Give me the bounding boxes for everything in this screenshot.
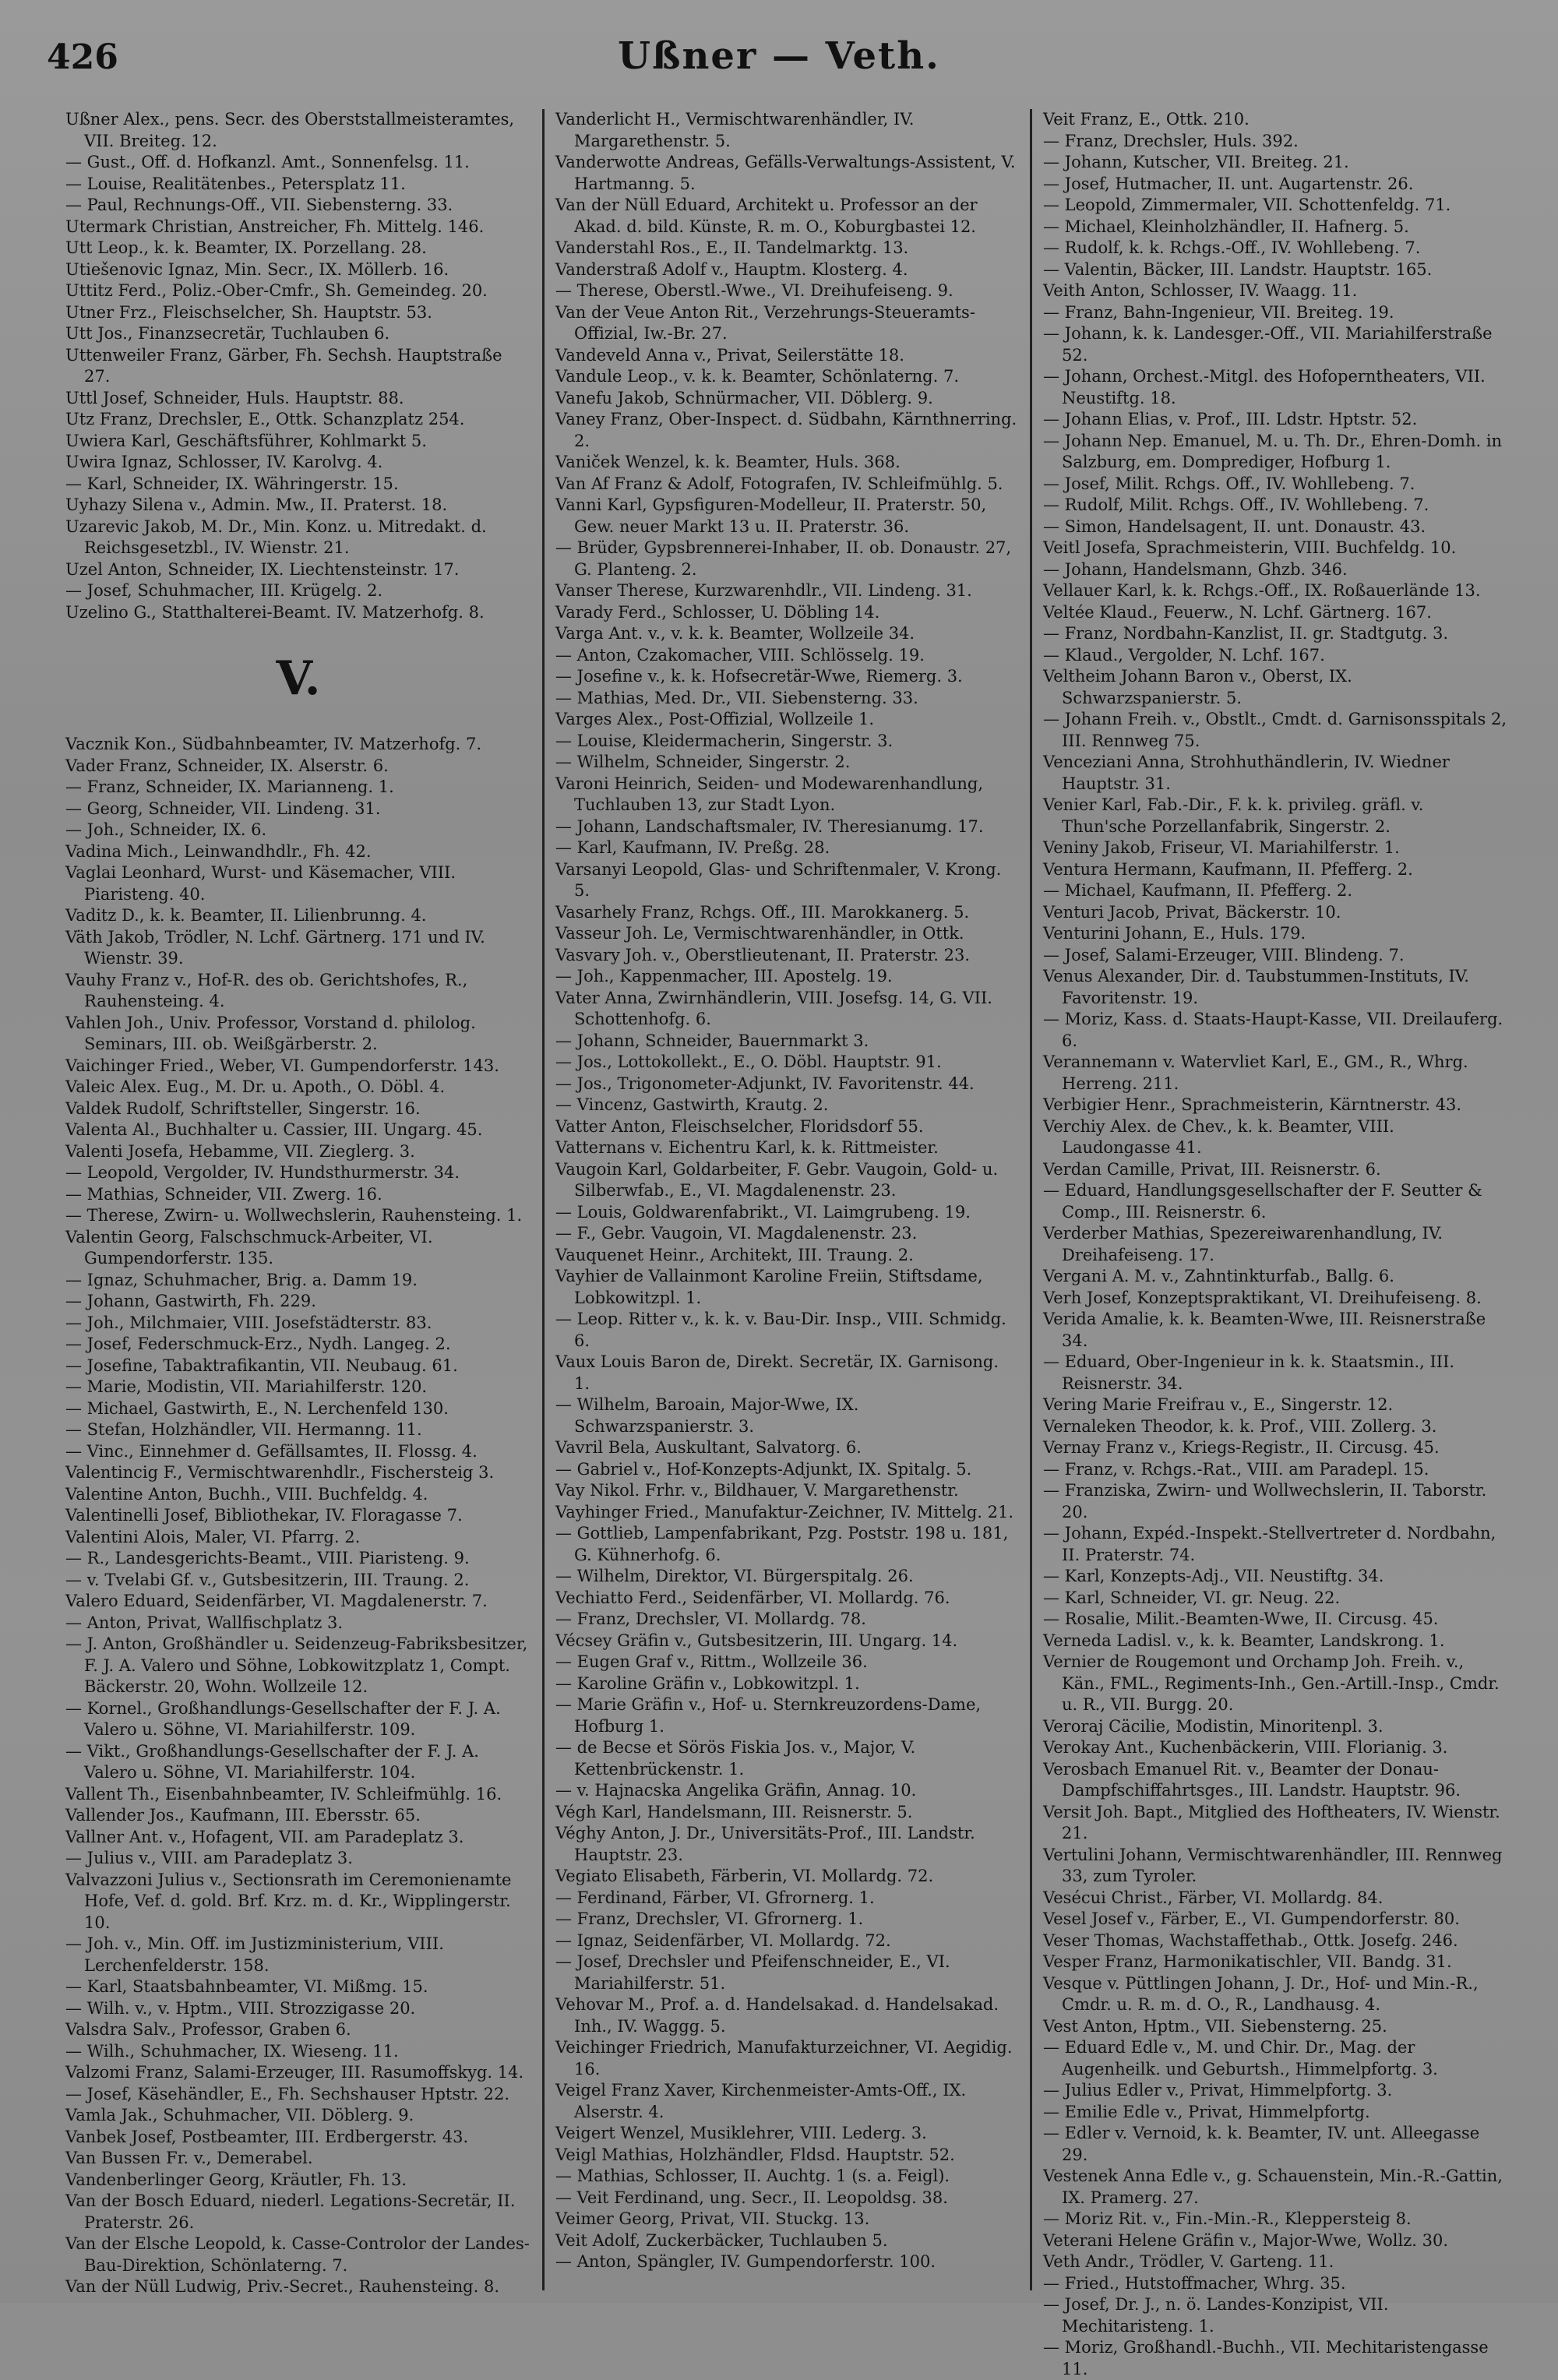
- directory-entry: — v. Hajnacska Angelika Gräfin, Annag. 10.: [555, 1781, 917, 1800]
- directory-entry: Valeic Alex. Eug., M. Dr. u. Apoth., O. Döbl. 4.: [65, 1077, 446, 1096]
- directory-entry: — Josefine v., k. k. Hofsecretär-Wwe, Riemerg. 3.: [555, 667, 963, 686]
- directory-entry: — Eugen Graf v., Rittm., Wollzeile 36.: [555, 1652, 868, 1671]
- directory-entry: Veit Adolf, Zuckerbäcker, Tuchlauben 5.: [555, 2230, 888, 2250]
- directory-entry: — Eduard, Ober-Ingenieur in k. k. Staatsmin., III. Reisnerstr. 34.: [1043, 1352, 1455, 1393]
- directory-entry: Veigl Mathias, Holzhändler, Fldsd. Hauptstr. 52.: [555, 2145, 955, 2164]
- directory-entry: — Wilhelm, Schneider, Singerstr. 2.: [555, 753, 851, 771]
- directory-entry: Ventura Hermann, Kaufmann, II. Pfefferg. 2.: [1043, 859, 1413, 879]
- directory-entry: — Stefan, Holzhändler, VII. Hermanng. 11.: [65, 1420, 422, 1439]
- directory-entry: Veth Andr., Trödler, V. Garteng. 11.: [1043, 2252, 1334, 2271]
- directory-entry: Vest Anton, Hptm., VII. Siebensterng. 25.: [1043, 2016, 1387, 2036]
- directory-entry: Van der Veue Anton Rit., Verzehrungs-Steueramts-Offizial, Iw.-Br. 27.: [555, 302, 975, 343]
- directory-entry: — Karoline Gräfin v., Lobkowitzpl. 1.: [555, 1673, 860, 1693]
- directory-entry: — Gottlieb, Lampenfabrikant, Pzg. Poststr. 198 u. 181, G. Kühnerhofg. 6.: [555, 1524, 1009, 1564]
- directory-entry: Vanbek Josef, Postbeamter, III. Erdbergerstr. 43.: [65, 2127, 469, 2146]
- directory-entry: Veltée Klaud., Feuerw., N. Lchf. Gärtnerg. 167.: [1043, 602, 1432, 622]
- directory-entry: — Joh., Kappenmacher, III. Apostelg. 19.: [555, 967, 893, 985]
- directory-entry: Vertulini Johann, Vermischtwarenhändler, III. Rennweg 33, zum Tyroler.: [1043, 1845, 1503, 1885]
- directory-entry: — Georg, Schneider, VII. Lindeng. 31.: [65, 799, 381, 818]
- directory-entry: Venus Alexander, Dir. d. Taubstummen-Instituts, IV. Favoritenstr. 19.: [1043, 967, 1469, 1007]
- directory-entry: — Karl, Kaufmann, IV. Preßg. 28.: [555, 838, 830, 857]
- directory-entry: Vernier de Rougemont und Orchamp Joh. Freih. v., Kän., FML., Regiments-Inh., Gen.-Artill.-Insp., Cmdr. u. R., VII. Burgg. 20.: [1043, 1652, 1500, 1714]
- directory-entry: — Franziska, Zwirn- und Wollwechslerin, II. Taborstr. 20.: [1043, 1481, 1487, 1521]
- directory-entry: Veimer Georg, Privat, VII. Stuckg. 13.: [555, 2209, 870, 2228]
- directory-entry: Vergani A. M. v., Zahntinkturfab., Ballg. 6.: [1043, 1267, 1394, 1285]
- directory-entry: — Eduard Edle v., M. und Chir. Dr., Mag. der Augenheilk. und Geburtsh., Himmelpfortg. 3.: [1043, 2038, 1438, 2079]
- directory-entry: Verannemann v. Watervliet Karl, E., GM., R., Whrg. Herreng. 211.: [1043, 1052, 1468, 1093]
- directory-entry: Van Bussen Fr. v., Demerabel.: [65, 2149, 313, 2167]
- directory-entry: — Franz, Nordbahn-Kanzlist, II. gr. Stadtgutg. 3.: [1043, 624, 1449, 643]
- directory-entry: Veterani Helene Gräfin v., Major-Wwe, Wollz. 30.: [1043, 2230, 1449, 2250]
- directory-entry: Venturi Jacob, Privat, Bäckerstr. 10.: [1043, 902, 1341, 922]
- directory-entry: Uwiera Karl, Geschäftsführer, Kohlmarkt 5.: [65, 431, 427, 450]
- page-number: 426: [47, 37, 118, 77]
- directory-entry: — Johann, Orchest.-Mitgl. des Hofoperntheaters, VII. Neustiftg. 18.: [1043, 367, 1486, 407]
- directory-entry: Vater Anna, Zwirnhändlerin, VIII. Josefsg. 14, G. VII. Schottenhofg. 6.: [555, 988, 992, 1028]
- directory-entry: Veltheim Johann Baron v., Oberst, IX. Schwarzspanierstr. 5.: [1043, 667, 1352, 707]
- directory-entry: Vandule Leop., v. k. k. Beamter, Schönlaterng. 7.: [555, 367, 960, 386]
- directory-entry: Vahlen Joh., Univ. Professor, Vorstand d. philolog. Seminars, III. ob. Weißgärberstr. 2.: [65, 1013, 476, 1053]
- directory-entry: Vallner Ant. v., Hofagent, VII. am Paradeplatz 3.: [65, 1827, 464, 1846]
- directory-entry: — Vinc., Einnehmer d. Gefällsamtes, II. Flossg. 4.: [65, 1441, 478, 1461]
- directory-entry: Varoni Heinrich, Seiden- und Modewarenhandlung, Tuchlauben 13, zur Stadt Lyon.: [555, 774, 983, 814]
- directory-entry: — Franz, v. Rchgs.-Rat., VIII. am Paradepl. 15.: [1043, 1459, 1429, 1479]
- directory-entry: — Josef, Käsehändler, E., Fh. Sechshauser Hptstr. 22.: [65, 2084, 510, 2103]
- directory-entry: — Michael, Gastwirth, E., N. Lerchenfeld 130.: [65, 1398, 449, 1418]
- directory-entry: — Kornel., Großhandlungs-Gesellschafter der F. J. A. Valero u. Söhne, VI. Mariahilferstr. 109.: [65, 1698, 501, 1739]
- directory-entry: Vasseur Joh. Le, Vermischtwarenhändler, in Ottk.: [555, 924, 964, 943]
- directory-entry: Vanderstraß Adolf v., Hauptm. Klosterg. 4.: [555, 259, 908, 279]
- directory-entry: Valentin Georg, Falschschmuck-Arbeiter, VI. Gumpendorferstr. 135.: [65, 1227, 433, 1268]
- directory-entry: — Leop. Ritter v., k. k. v. Bau-Dir. Insp., VIII. Schmidg. 6.: [555, 1310, 1006, 1350]
- directory-entry: Vanefu Jakob, Schnürmacher, VII. Döblerg. 9.: [555, 388, 933, 407]
- directory-entry: Van der Bosch Eduard, niederl. Legations-Secretär, II. Praterstr. 26.: [65, 2191, 516, 2232]
- directory-entry: — Johann Nep. Emanuel, M. u. Th. Dr., Ehren-Domh. in Salzburg, em. Domprediger, Hofburg 1.: [1043, 431, 1503, 471]
- directory-entry: Vallender Jos., Kaufmann, III. Ebersstr. 65.: [65, 1806, 421, 1825]
- directory-entry: — Wilh., Schuhmacher, IX. Wieseng. 11.: [65, 2041, 399, 2061]
- directory-entry: — Jos., Trigonometer-Adjunkt, IV. Favoritenstr. 44.: [555, 1074, 975, 1093]
- directory-entry: — Therese, Oberstl.-Wwe., VI. Dreihufeiseng. 9.: [555, 281, 953, 300]
- directory-entry: Vaditz D., k. k. Beamter, II. Lilienbrunng. 4.: [65, 906, 427, 925]
- directory-entry: Vernay Franz v., Kriegs-Registr., II. Circusg. 45.: [1043, 1438, 1440, 1457]
- directory-entry: Vallent Th., Eisenbahnbeamter, IV. Schleifmühlg. 16.: [65, 1784, 502, 1804]
- directory-entry: — Josef, Milit. Rchgs. Off., IV. Wohllebeng. 7.: [1043, 474, 1415, 493]
- directory-entry: — Marie Gräfin v., Hof- u. Sternkreuzordens-Dame, Hofburg 1.: [555, 1695, 982, 1736]
- directory-entry: Vegiato Elisabeth, Färberin, VI. Mollardg. 72.: [555, 1867, 934, 1885]
- directory-entry: Uzel Anton, Schneider, IX. Liechtensteinstr. 17.: [65, 559, 460, 579]
- directory-entry: Vavril Bela, Auskultant, Salvatorg. 6.: [555, 1438, 862, 1457]
- directory-entry: Vanser Therese, Kurzwarenhdlr., VII. Lindeng. 31.: [555, 581, 972, 600]
- directory-entry: Vayhinger Fried., Manufaktur-Zeichner, IV. Mittelg. 21.: [555, 1502, 1014, 1521]
- directory-entry: Valenta Al., Buchhalter u. Cassier, III. Ungarg. 45.: [65, 1120, 483, 1139]
- directory-entry: — Klaud., Vergolder, N. Lchf. 167.: [1043, 645, 1325, 665]
- directory-entry: — Josef, Salami-Erzeuger, VIII. Blindeng. 7.: [1043, 945, 1405, 964]
- directory-entry: Vatternans v. Eichentru Karl, k. k. Rittmeister.: [555, 1138, 939, 1157]
- directory-entry: — de Becse et Sörös Fiskia Jos. v., Major, V. Kettenbrückenstr. 1.: [555, 1738, 916, 1779]
- directory-entry: Veser Thomas, Wachstaffethab., Ottk. Josefg. 246.: [1043, 1930, 1458, 1950]
- directory-entry: Varady Ferd., Schlosser, U. Döbling 14.: [555, 602, 880, 622]
- directory-entry: Valentine Anton, Buchh., VIII. Buchfeldg. 4.: [65, 1484, 428, 1504]
- directory-entry: — Louise, Realitätenbes., Petersplatz 11.: [65, 174, 406, 193]
- directory-entry: Vasvary Joh. v., Oberstlieutenant, II. Praterstr. 23.: [555, 945, 971, 964]
- directory-entry: — Michael, Kleinholzhändler, II. Hafnerg. 5.: [1043, 217, 1409, 236]
- directory-entry: — Gust., Off. d. Hofkanzl. Amt., Sonnenfelsg. 11.: [65, 153, 470, 171]
- directory-entry: Vatter Anton, Fleischselcher, Floridsdorf 55.: [555, 1116, 924, 1136]
- directory-entry: — J. Anton, Großhändler u. Seidenzeug-Fabriksbesitzer, F. J. A. Valero und Söhne, Lobkowitzplatz 1, Compt. Bäckerstr. 20, Wohn. Wollzeile 12.: [65, 1634, 528, 1696]
- directory-entry: Vanderstahl Ros., E., II. Tandelmarktg. 13.: [555, 238, 909, 257]
- directory-entry: Varga Ant. v., v. k. k. Beamter, Wollzeile 34.: [555, 624, 915, 643]
- directory-entry: — Moriz, Großhandl.-Buchh., VII. Mechitaristengasse 11.: [1043, 2338, 1489, 2378]
- directory-entry: Utt Leop., k. k. Beamter, IX. Porzellang. 28.: [65, 238, 427, 257]
- directory-entry: — Eduard, Handlungsgesellschafter der F. Seutter & Comp., III. Reisnerstr. 6.: [1043, 1181, 1482, 1222]
- directory-entry: — Johann, Schneider, Bauernmarkt 3.: [555, 1031, 869, 1050]
- directory-entry: Vaugoin Karl, Goldarbeiter, F. Gebr. Vaugoin, Gold- u. Silberwfab., E., VI. Magdalenenstr. 23.: [555, 1159, 999, 1200]
- directory-entry: Vanni Karl, Gypsfiguren-Modelleur, II. Praterstr. 50, Gew. neuer Markt 13 u. II. Praterstr. 36.: [555, 495, 987, 536]
- directory-entry: Valsdra Salv., Professor, Graben 6.: [65, 2020, 351, 2039]
- directory-entry: — Karl, Schneider, IX. Währingerstr. 15.: [65, 474, 399, 493]
- directory-entry: Verneda Ladisl. v., k. k. Beamter, Landskrong. 1.: [1043, 1631, 1445, 1650]
- directory-entry: — Johann, Kutscher, VII. Breiteg. 21.: [1043, 153, 1349, 171]
- directory-entry: Veit Franz, E., Ottk. 210.: [1043, 110, 1250, 129]
- directory-entry: Verbigier Henr., Sprachmeisterin, Kärntnerstr. 43.: [1043, 1095, 1462, 1114]
- directory-entry: Verchiy Alex. de Chev., k. k. Beamter, VIII. Laudongasse 41.: [1043, 1116, 1394, 1157]
- section-letter: V.: [276, 651, 321, 706]
- directory-entry: — Karl, Konzepts-Adj., VII. Neustiftg. 34.: [1043, 1567, 1384, 1585]
- column-middle: [542, 109, 1030, 2290]
- directory-entry: — Moriz, Kass. d. Staats-Haupt-Kasse, VII. Dreilauferg. 6.: [1043, 1010, 1503, 1050]
- column-right: [1030, 109, 1517, 2378]
- directory-entry: — Ignaz, Seidenfärber, VI. Mollardg. 72.: [555, 1930, 891, 1950]
- directory-entry: — Josef, Hutmacher, II. unt. Augartenstr. 26.: [1043, 174, 1414, 193]
- directory-entry: Vadina Mich., Leinwandhdlr., Fh. 42.: [65, 841, 372, 861]
- directory-entry: Vandenberlinger Georg, Kräutler, Fh. 13.: [65, 2170, 407, 2189]
- directory-entry: — Franz, Schneider, IX. Marianneng. 1.: [65, 777, 394, 796]
- directory-entry: Vacznik Kon., Südbahnbeamter, IV. Matzerhofg. 7.: [65, 735, 482, 753]
- directory-entry: Valero Eduard, Seidenfärber, VI. Magdalenerstr. 7.: [65, 1592, 488, 1610]
- directory-entry: Veith Anton, Schlosser, IV. Waagg. 11.: [1043, 281, 1358, 300]
- directory-entry: — Paul, Rechnungs-Off., VII. Siebensterng. 33.: [65, 196, 453, 214]
- directory-entry: — Joh. v., Min. Off. im Justizministerium, VIII. Lerchenfelderstr. 158.: [65, 1934, 444, 1975]
- directory-entry: Utner Frz., Fleischselcher, Sh. Hauptstr. 53.: [65, 302, 432, 322]
- directory-entry: — Fried., Hutstoffmacher, Whrg. 35.: [1043, 2273, 1346, 2293]
- directory-entry: — Wilhelm, Direktor, VI. Bürgerspitalg. 26.: [555, 1567, 914, 1585]
- directory-entry: — Johann Freih. v., Obstlt., Cmdt. d. Garnisonsspitals 2, III. Rennweg 75.: [1043, 710, 1507, 750]
- directory-entry: — Karl, Schneider, VI. gr. Neug. 22.: [1043, 1588, 1341, 1607]
- directory-entry: Van der Nüll Eduard, Architekt u. Professor an der Akad. d. bild. Künste, R. m. O., Koburgbastei 12.: [555, 196, 978, 236]
- directory-entry: — Franz, Bahn-Ingenieur, VII. Breiteg. 19.: [1043, 302, 1394, 322]
- directory-entry: Verokay Ant., Kuchenbäckerin, VIII. Florianig. 3.: [1043, 1738, 1448, 1757]
- directory-entry: Van Af Franz & Adolf, Fotografen, IV. Schleifmühlg. 5.: [555, 474, 1003, 493]
- page-header: [47, 23, 1511, 86]
- directory-entry: — Johann, Landschaftsmaler, IV. Theresianumg. 17.: [555, 816, 984, 836]
- directory-entry: — Julius v., VIII. am Paradeplatz 3.: [65, 1849, 353, 1867]
- directory-entry: Utermark Christian, Anstreicher, Fh. Mittelg. 146.: [65, 217, 485, 236]
- directory-entry: Vering Marie Freifrau v., E., Singerstr. 12.: [1043, 1395, 1394, 1414]
- directory-entry: Väth Jakob, Trödler, N. Lchf. Gärtnerg. 171 und IV. Wienstr. 39.: [65, 927, 485, 968]
- directory-entry: Valentincig F., Vermischtwarenhdlr., Fischersteig 3.: [65, 1463, 495, 1482]
- directory-entry: Venturini Johann, E., Huls. 179.: [1043, 924, 1306, 943]
- directory-entry: — Emilie Edle v., Privat, Himmelpfortg.: [1043, 2102, 1370, 2121]
- directory-entry: Vesécui Christ., Färber, VI. Mollardg. 84.: [1043, 1888, 1384, 1907]
- directory-entry: — Louise, Kleidermacherin, Singerstr. 3.: [555, 731, 894, 750]
- directory-entry: Véghy Anton, J. Dr., Universitäts-Prof., III. Landstr. Hauptstr. 23.: [555, 1824, 975, 1864]
- directory-entry: — Rudolf, Milit. Rchgs. Off., IV. Wohllebeng. 7.: [1043, 495, 1429, 514]
- directory-entry: — Edler v. Vernoid, k. k. Beamter, IV. unt. Alleegasse 29.: [1043, 2124, 1480, 2164]
- directory-entry: Varges Alex., Post-Offizial, Wollzeile 1.: [555, 710, 875, 728]
- directory-entry: Uzelino G., Statthalterei-Beamt. IV. Matzerhofg. 8.: [65, 602, 485, 622]
- directory-entry: — Mathias, Schneider, VII. Zwerg. 16.: [65, 1184, 382, 1204]
- directory-entry: — Anton, Czakomacher, VIII. Schlösselg. 19.: [555, 645, 925, 665]
- directory-entry: Utiešenovic Ignaz, Min. Secr., IX. Möllerb. 16.: [65, 259, 449, 279]
- directory-entry: — Vikt., Großhandlungs-Gesellschafter der F. J. A. Valero u. Söhne, VI. Mariahilferstr. 104.: [65, 1741, 479, 1782]
- directory-entry: — Anton, Spängler, IV. Gumpendorferstr. 100.: [555, 2252, 936, 2271]
- directory-entry: — Wilhelm, Baroain, Major-Wwe, IX. Schwarzspanierstr. 3.: [555, 1395, 859, 1436]
- directory-entry: Veroraj Cäcilie, Modistin, Minoritenpl. 3.: [1043, 1716, 1384, 1736]
- directory-entry: Van der Elsche Leopold, k. Casse-Controlor der Landes-Bau-Direktion, Schönlaterng. 7.: [65, 2234, 530, 2275]
- directory-entry: Uwira Ignaz, Schlosser, IV. Karolvg. 4.: [65, 453, 383, 471]
- directory-entry: Utz Franz, Drechsler, E., Ottk. Schanzplatz 254.: [65, 410, 465, 428]
- directory-entry: Venceziani Anna, Strohhuthändlerin, IV. Wiedner Hauptstr. 31.: [1043, 753, 1450, 793]
- directory-entry: Uyhazy Silena v., Admin. Mw., II. Praterst. 18.: [65, 495, 448, 514]
- directory-entry: Verderber Mathias, Spezereiwarenhandlung, IV. Dreihafeiseng. 17.: [1043, 1224, 1443, 1264]
- directory-entry: — Franz, Drechsler, VI. Mollardg. 78.: [555, 1610, 866, 1628]
- directory-entry: Veigel Franz Xaver, Kirchenmeister-Amts-Off., IX. Alserstr. 4.: [555, 2081, 967, 2121]
- directory-entry: — Josef, Schuhmacher, III. Krügelg. 2.: [65, 581, 383, 600]
- directory-entry: Vesper Franz, Harmonikatischler, VII. Bandg. 31.: [1043, 1952, 1452, 1971]
- directory-entry: — Karl, Staatsbahnbeamter, VI. Mißmg. 15.: [65, 1977, 428, 1996]
- directory-entry: Valenti Josefa, Hebamme, VII. Zieglerg. 3.: [65, 1141, 415, 1161]
- directory-entry: Veitl Josefa, Sprachmeisterin, VIII. Buchfeldg. 10.: [1043, 538, 1457, 557]
- directory-entry: Vanderlicht H., Vermischtwarenhändler, IV. Margarethenstr. 5.: [555, 110, 915, 150]
- directory-entry: Valdek Rudolf, Schriftsteller, Singerstr. 16.: [65, 1098, 421, 1118]
- directory-entry: Uttitz Ferd., Poliz.-Ober-Cmfr., Sh. Gemeindeg. 20.: [65, 281, 488, 300]
- directory-entry: — Julius Edler v., Privat, Himmelpfortg. 3.: [1043, 2081, 1393, 2100]
- directory-entry: — Johann, k. k. Landesger.-Off., VII. Mariahilferstraße 52.: [1043, 324, 1493, 365]
- directory-entry: Utt Jos., Finanzsecretär, Tuchlauben 6.: [65, 324, 390, 343]
- directory-entry: — Gabriel v., Hof-Konzepts-Adjunkt, IX. Spitalg. 5.: [555, 1459, 972, 1479]
- directory-entry: Vauhy Franz v., Hof-R. des ob. Gerichtshofes, R., Rauhensteing. 4.: [65, 970, 468, 1010]
- directory-entry: Ußner Alex., pens. Secr. des Oberststallmeisteramtes, VII. Breiteg. 12.: [65, 110, 515, 150]
- directory-entry: — Joh., Milchmaier, VIII. Josefstädterstr. 83.: [65, 1313, 432, 1332]
- directory-entry: Vandeveld Anna v., Privat, Seilerstätte 18.: [555, 345, 904, 365]
- directory-entry: Vader Franz, Schneider, IX. Alserstr. 6.: [65, 756, 389, 775]
- directory-entry: Vauquenet Heinr., Architekt, III. Traung. 2.: [555, 1245, 914, 1264]
- directory-entry: — Anton, Privat, Wallfischplatz 3.: [65, 1613, 344, 1632]
- directory-entry: Van der Nüll Ludwig, Priv.-Secret., Rauhensteing. 8.: [65, 2277, 500, 2296]
- directory-entry: Vayhier de Vallainmont Karoline Freiin, Stiftsdame, Lobkowitzpl. 1.: [555, 1267, 983, 1307]
- directory-entry: Valentini Alois, Maler, VI. Pfarrg. 2.: [65, 1527, 361, 1546]
- directory-entry: — Ignaz, Schuhmacher, Brig. a. Damm 19.: [65, 1270, 418, 1289]
- directory-columns: [55, 109, 1519, 2378]
- directory-entry: — Johann, Handelsmann, Ghzb. 346.: [1043, 559, 1348, 579]
- directory-entry: Vehovar M., Prof. a. d. Handelsakad. d. Handelsakad. Inh., IV. Waggg. 5.: [555, 1995, 999, 2036]
- directory-entry: Vestenek Anna Edle v., g. Schauenstein, Min.-R.-Gattin, IX. Pramerg. 27.: [1043, 2167, 1503, 2207]
- directory-entry: — Leopold, Vergolder, IV. Hundsthurmerstr. 34.: [65, 1163, 460, 1182]
- directory-entry: Vaglai Leonhard, Wurst- und Käsemacher, VIII. Piaristeng. 40.: [65, 863, 456, 904]
- directory-entry: Vaney Franz, Ober-Inspect. d. Südbahn, Kärnthnerring. 2.: [555, 410, 1017, 450]
- directory-entry: Vécsey Gräfin v., Gutsbesitzerin, III. Ungarg. 14.: [555, 1631, 958, 1650]
- directory-entry: Verh Josef, Konzeptspraktikant, VI. Dreihufeiseng. 8.: [1043, 1288, 1482, 1307]
- directory-entry: Valentinelli Josef, Bibliothekar, IV. Floragasse 7.: [65, 1506, 463, 1525]
- directory-entry: Veichinger Friedrich, Manufakturzeichner, VI. Aegidig. 16.: [555, 2038, 1013, 2079]
- directory-entry: Veigert Wenzel, Musiklehrer, VIII. Lederg. 3.: [555, 2124, 927, 2142]
- directory-entry: Vaniček Wenzel, k. k. Beamter, Huls. 368.: [555, 453, 901, 471]
- directory-entry: — Johann, Gastwirth, Fh. 229.: [65, 1292, 316, 1310]
- directory-entry: Vesque v. Püttlingen Johann, J. Dr., Hof- und Min.-R., Cmdr. u. R. m. d. O., R., Landhausg. 4.: [1043, 1973, 1479, 2014]
- directory-entry: — Rudolf, k. k. Rchgs.-Off., IV. Wohllebeng. 7.: [1043, 238, 1421, 257]
- directory-entry: Uttenweiler Franz, Gärber, Fh. Sechsh. Hauptstraße 27.: [65, 345, 502, 386]
- directory-entry: Valvazzoni Julius v., Sectionsrath im Ceremonienamte Hofe, Vef. d. gold. Brf. Krz. m. d. Kr., Wipplingerstr. 10.: [65, 1870, 512, 1932]
- directory-entry: Verida Amalie, k. k. Beamten-Wwe, III. Reisnerstraße 34.: [1043, 1310, 1486, 1350]
- directory-entry: Vay Nikol. Frhr. v., Bildhauer, V. Margarethenstr.: [555, 1481, 959, 1500]
- running-head: Ußner — Veth.: [618, 34, 940, 78]
- directory-entry: — Franz, Drechsler, Huls. 392.: [1043, 131, 1299, 150]
- directory-entry: Vechiatto Ferd., Seidenfärber, VI. Mollardg. 76.: [555, 1588, 950, 1607]
- directory-entry: Uzarevic Jakob, M. Dr., Min. Konz. u. Mitredakt. d. Reichsgesetzbl., IV. Wienstr. 21.: [65, 517, 487, 557]
- directory-entry: Vesel Josef v., Färber, E., VI. Gumpendorferstr. 80.: [1043, 1909, 1460, 1928]
- column-left: [55, 109, 542, 2296]
- directory-entry: — Josef, Drechsler und Pfeifenschneider, E., VI. Mariahilferstr. 51.: [555, 1952, 950, 1993]
- directory-entry: — Jos., Lottokollekt., E., O. Döbl. Hauptstr. 91.: [555, 1052, 942, 1071]
- directory-entry: — R., Landesgerichts-Beamt., VIII. Piaristeng. 9.: [65, 1549, 470, 1567]
- directory-entry: — Therese, Zwirn- u. Wollwechslerin, Rauhensteing. 1.: [65, 1206, 523, 1225]
- directory-entry: — Ferdinand, Färber, VI. Gfrornerg. 1.: [555, 1888, 875, 1907]
- directory-entry: — Veit Ferdinand, ung. Secr., II. Leopoldsg. 38.: [555, 2188, 948, 2207]
- directory-entry: — Franz, Drechsler, VI. Gfrornerg. 1.: [555, 1909, 864, 1928]
- directory-entry: — Rosalie, Milit.-Beamten-Wwe, II. Circusg. 45.: [1043, 1610, 1439, 1628]
- directory-entry: Versit Joh. Bapt., Mitglied des Hoftheaters, IV. Wienstr. 21.: [1043, 1802, 1500, 1842]
- directory-entry: — Johann Elias, v. Prof., III. Ldstr. Hptstr. 52.: [1043, 410, 1418, 428]
- directory-entry: Uttl Josef, Schneider, Huls. Hauptstr. 88.: [65, 388, 404, 407]
- directory-entry: — Wilh. v., v. Hptm., VIII. Strozzigasse 20.: [65, 1998, 416, 2018]
- directory-entry: Vernaleken Theodor, k. k. Prof., VIII. Zollerg. 3.: [1043, 1416, 1437, 1436]
- directory-entry: — Josef, Dr. J., n. ö. Landes-Konzipist, VII. Mechitaristeng. 1.: [1043, 2295, 1389, 2336]
- directory-entry: Vaux Louis Baron de, Direkt. Secretär, IX. Garnisong. 1.: [555, 1352, 999, 1393]
- directory-entry: — Johann, Expéd.-Inspekt.-Stellvertreter d. Nordbahn, II. Praterstr. 74.: [1043, 1524, 1496, 1564]
- directory-entry: Vaichinger Fried., Weber, VI. Gumpendorferstr. 143.: [65, 1056, 499, 1075]
- directory-entry: Varsanyi Leopold, Glas- und Schriftenmaler, V. Krong. 5.: [555, 859, 1002, 900]
- directory-entry: Vellauer Karl, k. k. Rchgs.-Off., IX. Roßauerlände 13.: [1043, 581, 1481, 600]
- directory-entry: Végh Karl, Handelsmann, III. Reisnerstr. 5.: [555, 1802, 913, 1821]
- directory-entry: — Michael, Kaufmann, II. Pfefferg. 2.: [1043, 881, 1353, 900]
- directory-entry: Verdan Camille, Privat, III. Reisnerstr. 6.: [1043, 1159, 1381, 1179]
- directory-entry: Venier Karl, Fab.-Dir., F. k. k. privileg. gräfl. v. Thun'sche Porzellanfabrik, Singerstr. 2.: [1043, 795, 1424, 836]
- directory-entry: Vamla Jak., Schuhmacher, VII. Döblerg. 9.: [65, 2106, 414, 2124]
- directory-entry: Vasarhely Franz, Rchgs. Off., III. Marokkanerg. 5.: [555, 902, 970, 922]
- directory-entry: — Mathias, Med. Dr., VII. Siebensterng. 33.: [555, 688, 918, 707]
- directory-entry: Verosbach Emanuel Rit. v., Beamter der Donau-Dampfschiffahrtsges., III. Landstr. Hauptstr. 96.: [1043, 1759, 1461, 1800]
- directory-entry: — Mathias, Schlosser, II. Auchtg. 1 (s. a. Feigl).: [555, 2167, 950, 2185]
- directory-entry: — v. Tvelabi Gf. v., Gutsbesitzerin, III. Traung. 2.: [65, 1570, 470, 1589]
- directory-entry: — Brüder, Gypsbrennerei-Inhaber, II. ob. Donaustr. 27, G. Planteng. 2.: [555, 538, 1012, 579]
- directory-entry: Vanderwotte Andreas, Gefälls-Verwaltungs-Assistent, V. Hartmanng. 5.: [555, 153, 1016, 193]
- directory-entry: — Leopold, Zimmermaler, VII. Schottenfeldg. 71.: [1043, 196, 1451, 214]
- directory-entry: — Simon, Handelsagent, II. unt. Donaustr. 43.: [1043, 517, 1426, 536]
- directory-entry: Valzomi Franz, Salami-Erzeuger, III. Rasumoffskyg. 14.: [65, 2063, 524, 2082]
- directory-entry: — Joh., Schneider, IX. 6.: [65, 820, 267, 839]
- directory-entry: — Moriz Rit. v., Fin.-Min.-R., Kleppersteig 8.: [1043, 2209, 1412, 2228]
- directory-entry: — Valentin, Bäcker, III. Landstr. Hauptstr. 165.: [1043, 259, 1433, 279]
- directory-entry: Veniny Jakob, Friseur, VI. Mariahilferstr. 1.: [1043, 838, 1400, 857]
- directory-entry: — Josef, Federschmuck-Erz., Nydh. Langeg. 2.: [65, 1335, 451, 1353]
- directory-entry: — Josefine, Tabaktrafikantin, VII. Neubaug. 61.: [65, 1356, 458, 1375]
- directory-entry: — Louis, Goldwarenfabrikt., VI. Laimgrubeng. 19.: [555, 1202, 971, 1222]
- directory-entry: — F., Gebr. Vaugoin, VI. Magdalenenstr. 23.: [555, 1224, 918, 1243]
- directory-entry: — Marie, Modistin, VII. Mariahilferstr. 120.: [65, 1377, 427, 1396]
- directory-entry: — Vincenz, Gastwirth, Krautg. 2.: [555, 1095, 829, 1114]
